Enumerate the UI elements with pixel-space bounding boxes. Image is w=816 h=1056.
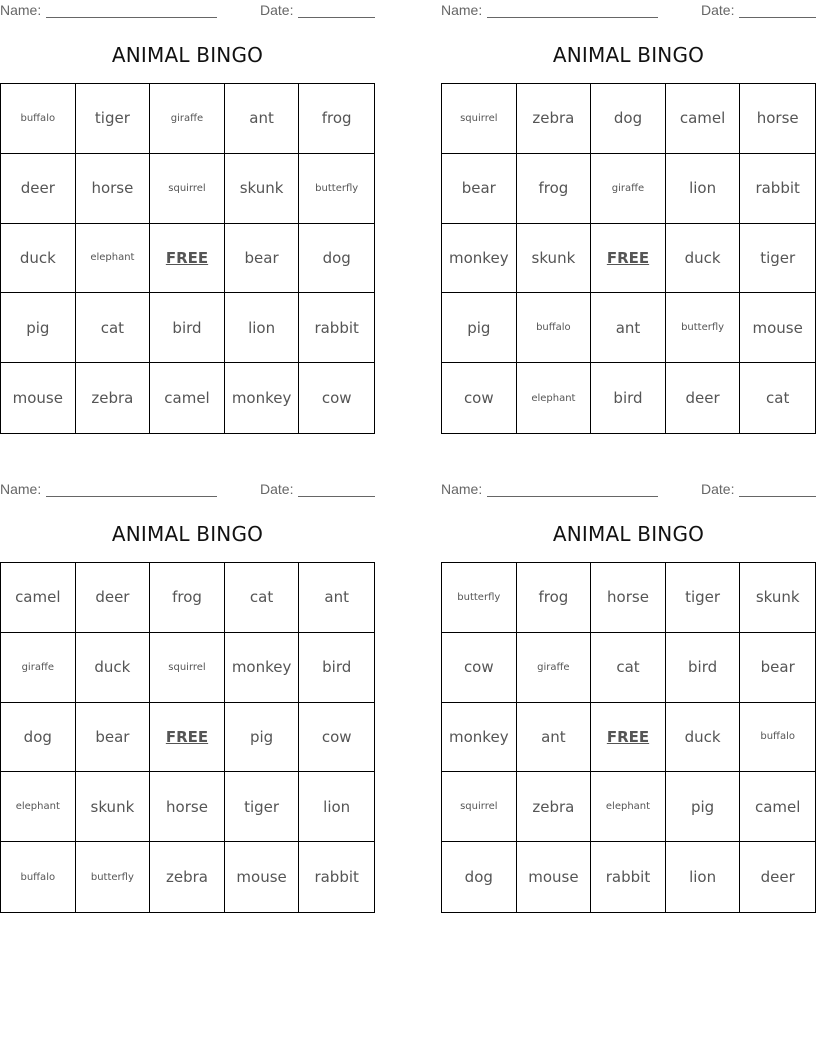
bingo-cell: horse: [76, 154, 151, 224]
bingo-cell: squirrel: [442, 772, 517, 842]
card-title: ANIMAL BINGO: [111, 522, 264, 546]
bingo-cell: butterfly: [442, 563, 517, 633]
bingo-cell: monkey: [442, 224, 517, 294]
bingo-cell: cat: [225, 563, 300, 633]
bingo-cell: skunk: [225, 154, 300, 224]
bingo-cell: cow: [442, 633, 517, 703]
bingo-cell: zebra: [517, 772, 592, 842]
date-label: Date:: [701, 481, 735, 497]
bingo-cell: bear: [442, 154, 517, 224]
card-title: ANIMAL BINGO: [552, 522, 705, 546]
bingo-cell: giraffe: [517, 633, 592, 703]
name-label: Name:: [0, 2, 42, 18]
card-header: [0, 2, 375, 20]
bingo-cell: bear: [225, 224, 300, 294]
bingo-cell: monkey: [225, 363, 300, 433]
bingo-cell: lion: [225, 293, 300, 363]
bingo-cell: tiger: [76, 84, 151, 154]
bingo-cell: mouse: [517, 842, 592, 912]
date-line: [298, 17, 375, 18]
bingo-cell: deer: [666, 363, 741, 433]
bingo-cell: horse: [150, 772, 225, 842]
bingo-cell: rabbit: [299, 293, 374, 363]
bingo-cell: buffalo: [517, 293, 592, 363]
bingo-cell: cow: [321, 389, 352, 408]
free-space: FREE: [150, 224, 225, 294]
bingo-cell: frog: [517, 563, 592, 633]
bingo-cell: tiger: [225, 772, 300, 842]
bingo-cell: ant: [299, 563, 374, 633]
bingo-cell: duck: [666, 703, 741, 773]
bingo-cell: bird: [299, 633, 374, 703]
bingo-cell: camel: [150, 363, 225, 433]
card-header: [0, 481, 375, 499]
name-line: [46, 496, 217, 497]
bingo-cell: pig: [1, 293, 76, 363]
bingo-cell: mouse: [225, 842, 300, 912]
bingo-cell: pig: [225, 703, 300, 773]
card-title: ANIMAL BINGO: [111, 43, 264, 67]
bingo-cell: skunk: [517, 224, 592, 294]
free-space: FREE: [150, 703, 225, 773]
bingo-cell: cow: [442, 363, 517, 433]
bingo-cell: rabbit: [314, 868, 359, 887]
card-title: ANIMAL BINGO: [552, 43, 705, 67]
bingo-cell: elephant: [1, 772, 76, 842]
bingo-cell: dog: [1, 703, 76, 773]
date-line: [739, 17, 816, 18]
free-space: FREE: [591, 703, 666, 773]
bingo-cell: duck: [76, 633, 151, 703]
bingo-cell: giraffe: [150, 84, 225, 154]
bingo-cell: horse: [740, 84, 815, 154]
bingo-grid: [441, 562, 816, 913]
bingo-cell: monkey: [442, 703, 517, 773]
bingo-cell: ant: [591, 293, 666, 363]
bingo-cell: cat: [591, 633, 666, 703]
bingo-cell: dog: [442, 842, 517, 912]
bingo-cell: bird: [666, 633, 741, 703]
date-line: [739, 496, 816, 497]
bingo-cell: ant: [517, 703, 592, 773]
bingo-cell: deer: [76, 563, 151, 633]
date-label: Date:: [701, 2, 735, 18]
bingo-cell: buffalo: [1, 842, 76, 912]
bingo-cell: zebra: [76, 363, 151, 433]
bingo-cell: giraffe: [1, 633, 76, 703]
bingo-cell: mouse: [1, 363, 76, 433]
date-label: Date:: [260, 481, 294, 497]
bingo-cell: tiger: [666, 563, 741, 633]
bingo-grid: [441, 83, 816, 434]
bingo-cell: elephant: [76, 224, 151, 294]
bingo-cell: frog: [299, 84, 374, 154]
bingo-cell: camel: [666, 84, 741, 154]
bingo-cell: deer: [760, 868, 795, 887]
bingo-cell: deer: [1, 154, 76, 224]
name-label: Name:: [0, 481, 42, 497]
name-label: Name:: [441, 2, 483, 18]
bingo-cell: tiger: [740, 224, 815, 294]
card-header: [441, 481, 816, 499]
bingo-cell: butterfly: [299, 154, 374, 224]
bingo-cell: ant: [225, 84, 300, 154]
bingo-cell: dog: [299, 224, 374, 294]
bingo-cell: buffalo: [740, 703, 815, 773]
bingo-grid: [0, 83, 375, 434]
card-header: [441, 2, 816, 20]
bingo-grid: [0, 562, 375, 913]
bingo-cell: cat: [766, 389, 790, 408]
bingo-cell: zebra: [517, 84, 592, 154]
bingo-cell: bird: [591, 363, 666, 433]
bingo-cell: giraffe: [591, 154, 666, 224]
bingo-cell: bear: [740, 633, 815, 703]
bingo-cell: dog: [591, 84, 666, 154]
bingo-cell: squirrel: [150, 633, 225, 703]
free-space: FREE: [591, 224, 666, 294]
bingo-cell: squirrel: [442, 84, 517, 154]
bingo-cell: duck: [666, 224, 741, 294]
name-line: [487, 17, 658, 18]
bingo-cell: frog: [517, 154, 592, 224]
name-line: [46, 17, 217, 18]
bingo-cell: bird: [150, 293, 225, 363]
bingo-cell: elephant: [591, 772, 666, 842]
bingo-cell: camel: [1, 563, 76, 633]
bingo-cell: zebra: [150, 842, 225, 912]
bingo-cell: elephant: [517, 363, 592, 433]
name-line: [487, 496, 658, 497]
bingo-cell: butterfly: [76, 842, 151, 912]
bingo-cell: cat: [76, 293, 151, 363]
bingo-cell: lion: [299, 772, 374, 842]
bingo-cell: skunk: [76, 772, 151, 842]
bingo-cell: lion: [666, 154, 741, 224]
bingo-cell: skunk: [740, 563, 815, 633]
bingo-cell: duck: [1, 224, 76, 294]
bingo-cell: horse: [591, 563, 666, 633]
bingo-cell: mouse: [740, 293, 815, 363]
bingo-cell: buffalo: [1, 84, 76, 154]
date-line: [298, 496, 375, 497]
name-label: Name:: [441, 481, 483, 497]
bingo-cell: monkey: [225, 633, 300, 703]
bingo-cell: squirrel: [150, 154, 225, 224]
bingo-cell: bear: [76, 703, 151, 773]
date-label: Date:: [260, 2, 294, 18]
bingo-cell: butterfly: [666, 293, 741, 363]
bingo-cell: camel: [740, 772, 815, 842]
bingo-cell: cow: [299, 703, 374, 773]
bingo-cell: frog: [150, 563, 225, 633]
bingo-cell: lion: [666, 842, 741, 912]
bingo-cell: pig: [666, 772, 741, 842]
bingo-cell: rabbit: [591, 842, 666, 912]
bingo-cell: pig: [442, 293, 517, 363]
bingo-cell: rabbit: [740, 154, 815, 224]
